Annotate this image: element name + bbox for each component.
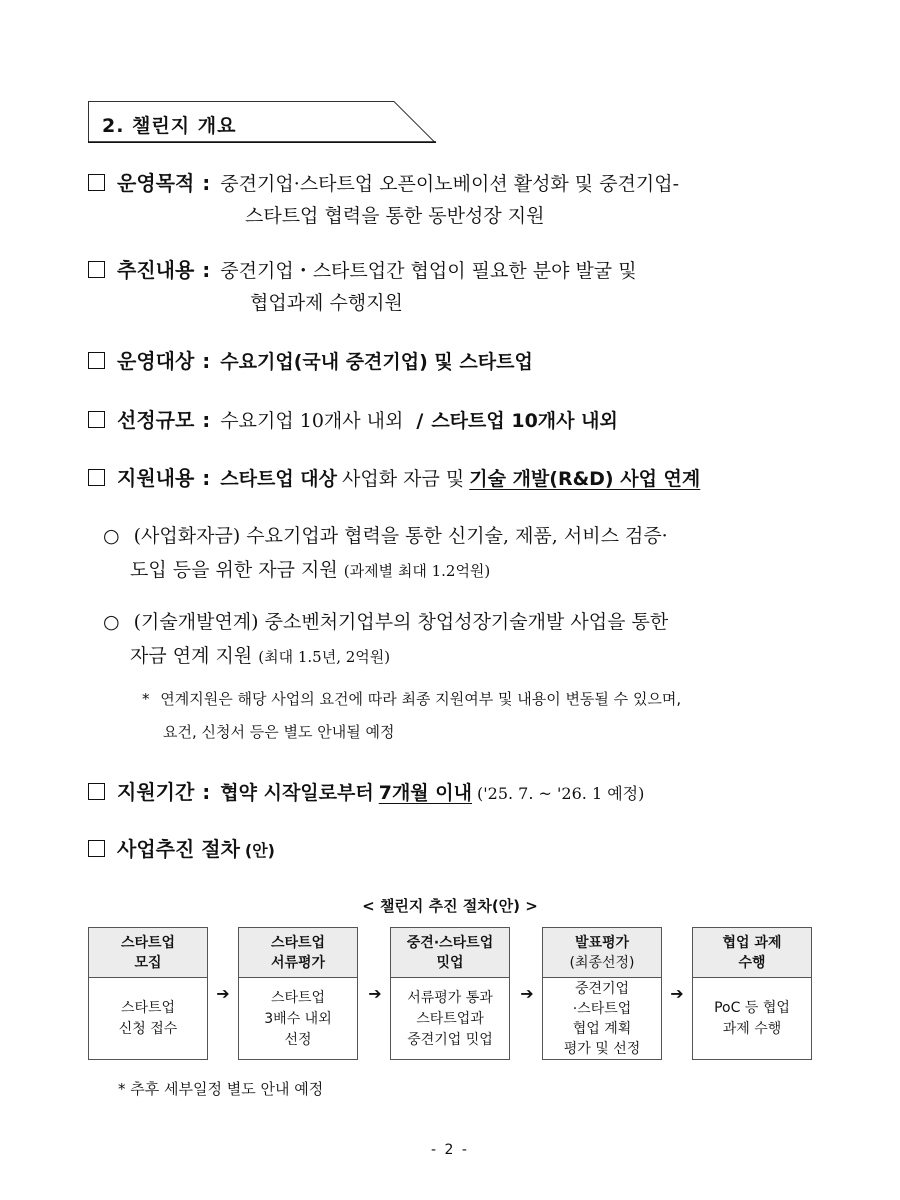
checkbox-square (88, 352, 105, 369)
sub-item-funding-text: (사업화자금) 수요기업과 협력을 통한 신기술, 제품, 서비스 검증· (133, 525, 668, 547)
flow-step-head (693, 928, 811, 978)
item-procedure-suffix: (안) (244, 841, 275, 860)
item-scale-text-b: 스타트업 10개사 내외 (431, 410, 618, 432)
flow-step-collaboration (692, 927, 812, 1060)
sub-item-funding-note: (과제별 최대 1.2억원) (343, 562, 491, 580)
item-target-label: 운영대상 (117, 349, 195, 373)
flow-step-body-line3: 중견기업 밋업 (407, 1031, 493, 1048)
flow-step-body-line3: 선정 (284, 1031, 312, 1048)
colon: : (202, 466, 211, 490)
item-support-text-b: 사업화 자금 및 (342, 468, 465, 490)
flow-step-body-line1: 스타트업 (120, 1000, 176, 1016)
flow-step-head-line2: 밋업 (436, 954, 464, 971)
flow-step-head (89, 928, 207, 978)
flow-step-body (543, 978, 661, 1060)
checkbox-square (88, 840, 105, 857)
colon: : (202, 258, 211, 282)
colon: : (202, 780, 211, 804)
flow-step-head-line1: 중견·스타트업 (406, 934, 494, 951)
item-period-label: 지원기간 (117, 780, 195, 804)
item-purpose-line1: 중견기업·스타트업 오픈이노베이션 활성화 및 중견기업- (220, 173, 680, 195)
sub-item-tech-note: (최대 1.5년, 2억원) (258, 648, 391, 666)
item-support-text-a: 스타트업 대상 (220, 468, 338, 490)
item-purpose (88, 167, 679, 196)
sub-item-tech-text2: 자금 연계 지원 (130, 645, 253, 667)
item-target (88, 345, 533, 374)
sub-item-tech-text: (기술개발연계) 중소벤처기업부의 창업성장기술개발 사업을 통한 (133, 611, 669, 633)
flow-step-body-line2: 과제 수행 (722, 1021, 782, 1037)
flow-step-body-line2: 신청 접수 (118, 1021, 178, 1037)
item-purpose-line2: 스타트업 협력을 통한 동반성장 지원 (245, 205, 545, 227)
support-note-text1: 연계지원은 해당 사업의 요건에 따라 최종 지원여부 및 내용이 변동될 수 있으며, (160, 690, 682, 708)
flow-arrow-icon: ➔ (216, 984, 230, 1003)
flow-step-final-evaluation (542, 927, 662, 1060)
colon: : (202, 408, 211, 432)
sub-item-funding-line1 (103, 521, 668, 548)
flow-step-head-line1: 스타트업 (270, 934, 326, 951)
footnote: * 추후 세부일정 별도 안내 예정 (118, 1080, 324, 1098)
item-content-line2: 협업과제 수행지원 (250, 292, 403, 314)
flow-step-head (239, 928, 357, 978)
item-period-text-a: 협약 시작일로부터 (220, 782, 374, 804)
item-scale-separator: / (416, 410, 424, 432)
item-period (88, 776, 644, 805)
checkbox-square (88, 174, 105, 191)
support-note-line2: 요건, 신청서 등은 별도 안내될 예정 (163, 723, 395, 741)
flow-step-recruit (88, 927, 208, 1060)
colon: : (202, 349, 211, 373)
flow-step-head-line2: 서류평가 (270, 954, 326, 971)
flow-step-body (391, 978, 509, 1060)
flow-step-body (693, 978, 811, 1060)
flow-step-head-line1: 스타트업 (120, 934, 176, 951)
flow-step-body-line1: PoC 등 협업 (714, 1000, 790, 1016)
flow-step-head (391, 928, 509, 978)
flow-step-head-line1: 발표평가 (574, 934, 630, 951)
section-title: 2. 챌린지 개요 (102, 115, 237, 137)
flow-step-meetup (390, 927, 510, 1060)
flow-step-body (239, 978, 357, 1060)
bullet-circle: ○ (103, 525, 120, 547)
flow-step-body-line1: 중견기업 (574, 981, 630, 997)
page-number: - 2 - (431, 1142, 469, 1158)
item-procedure (88, 833, 275, 862)
item-purpose-label: 운영목적 (117, 171, 195, 195)
item-scale (88, 404, 618, 433)
item-procedure-label: 사업추진 절차 (117, 837, 240, 861)
item-period-text-b: 7개월 이내 (378, 782, 472, 804)
section-heading (88, 101, 438, 143)
support-note-line1 (142, 688, 681, 709)
item-content-label: 추진내용 (117, 258, 195, 282)
flow-step-body (89, 978, 207, 1060)
item-support (88, 462, 700, 491)
flow-step-body-line1: 스타트업 (270, 989, 326, 1006)
item-content (88, 254, 637, 283)
flow-step-body-line4: 평가 및 선정 (563, 1041, 641, 1057)
sub-item-funding-text2: 도입 등을 위한 자금 지원 (130, 559, 338, 581)
bullet-circle: ○ (103, 611, 120, 633)
flow-step-body-line2: 3배수 내외 (264, 1010, 332, 1027)
flow-step-head-line2: 수행 (738, 954, 766, 971)
sub-item-funding-line2 (130, 555, 490, 582)
flow-step-body-line1: 서류평가 통과 (407, 989, 493, 1006)
flow-step-body-line2: ·스타트업 (572, 1001, 632, 1017)
flow-step-document-review (238, 927, 358, 1060)
flow-arrow-icon: ➔ (368, 984, 382, 1003)
flow-step-body-line2: 스타트업과 (416, 1010, 484, 1027)
flow-title: < 챌린지 추진 절차(안) > (362, 897, 538, 915)
colon: : (202, 171, 211, 195)
flow-arrow-icon: ➔ (670, 984, 684, 1003)
sub-item-tech-line2 (130, 641, 390, 668)
item-scale-text-a: 수요기업 10개사 내외 (220, 410, 404, 432)
item-target-text: 수요기업(국내 중견기업) 및 스타트업 (220, 351, 533, 373)
item-period-text-c: ('25. 7. ~ '26. 1 예정) (477, 784, 645, 803)
item-content-line1: 중견기업・스타트업간 협업이 필요한 분야 발굴 및 (220, 260, 637, 282)
flow-arrow-icon: ➔ (520, 984, 534, 1003)
item-support-label: 지원내용 (117, 466, 195, 490)
note-star: * (142, 690, 150, 708)
sub-item-tech-line1 (103, 607, 668, 634)
flow-step-body-line3: 협업 계획 (572, 1021, 632, 1037)
flow-step-head-line2: 모집 (134, 954, 162, 971)
checkbox-square (88, 783, 105, 800)
flow-step-head (543, 928, 661, 978)
checkbox-square (88, 261, 105, 278)
checkbox-square (88, 469, 105, 486)
item-scale-label: 선정규모 (117, 408, 195, 432)
item-support-text-c: 기술 개발(R&D) 사업 연계 (469, 468, 701, 490)
flow-step-head-line1: 협업 과제 (722, 934, 782, 951)
checkbox-square (88, 411, 105, 428)
flow-step-head-line2: (최종선정) (569, 954, 635, 971)
